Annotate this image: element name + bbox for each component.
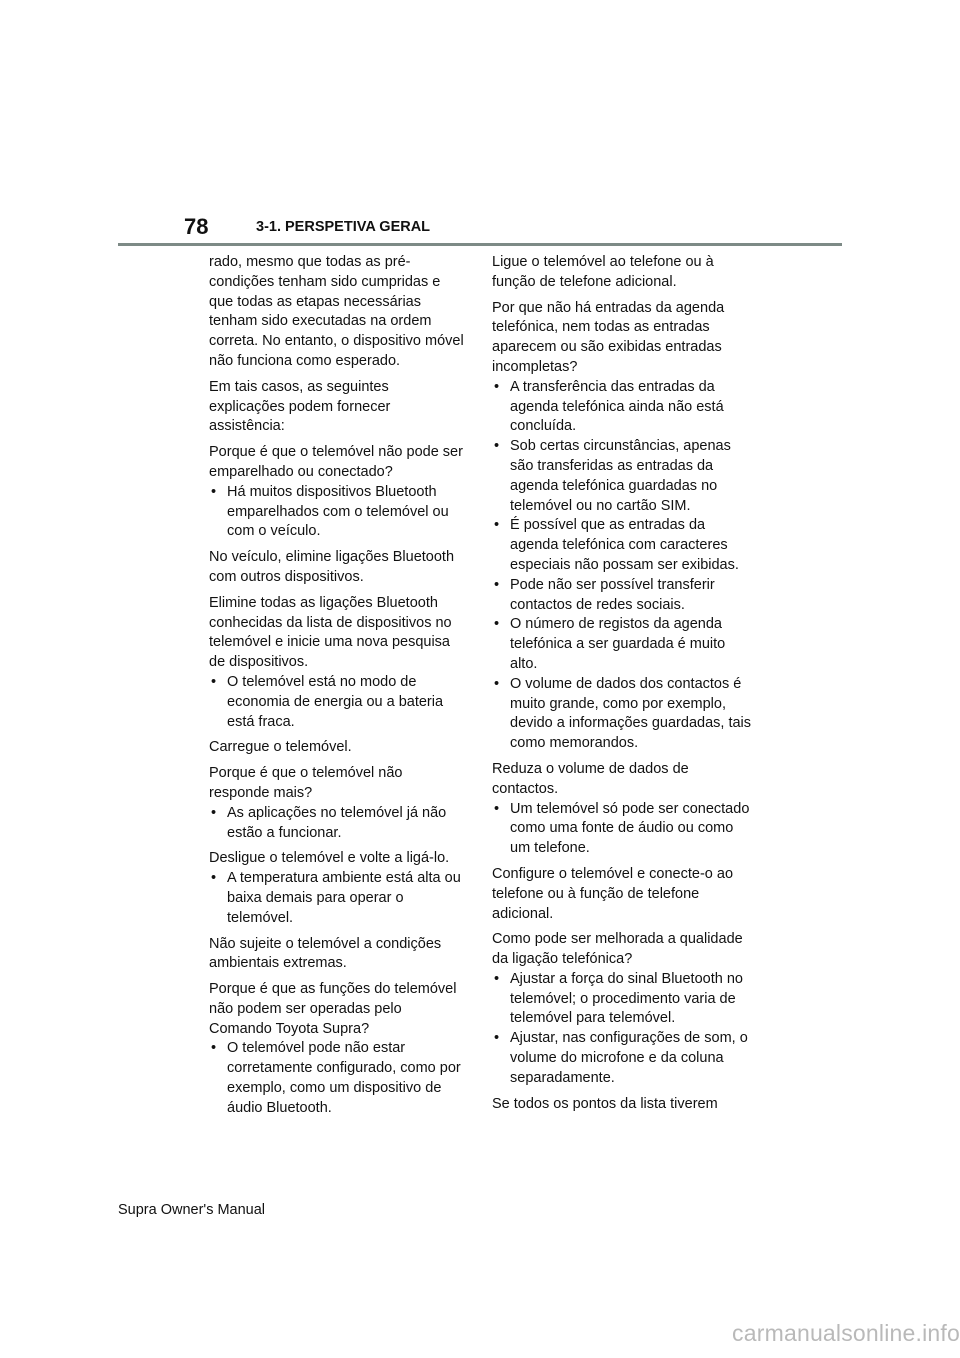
bullet-list	[209, 804, 465, 844]
question: Porque é que o telemóvel não pode ser emparelhado ou conectado?	[209, 444, 463, 480]
list-item: • O volume de dados dos contactos é muito grande, como por exemplo, devido a informações guardadas, tais como memorandos.	[492, 675, 752, 754]
list-item: • O número de registos da agenda telefónica a ser guardada é muito alto.	[492, 615, 752, 674]
section-title: 3-1. PERSPETIVA GERAL	[256, 219, 431, 235]
bullet-list	[209, 869, 465, 928]
bullet-list	[492, 970, 752, 1089]
question: Porque é que as funções do telemóvel não podem ser operadas pelo Comando Toyota Supra?	[209, 981, 457, 1037]
watermark: carmanualsonline.info	[732, 1320, 960, 1346]
paragraph: Não sujeite o telemóvel a condições ambientais extremas.	[209, 935, 442, 972]
paragraph: Configure o telemóvel e conecte-o ao telefone ou à função de telefone adicional.	[492, 865, 734, 922]
footer-manual-title: Supra Owner's Manual	[118, 1202, 266, 1218]
question: Por que não há entradas da agenda telefónica, nem todas as entradas aparecem ou são exibidas entradas incompletas?	[492, 299, 725, 375]
list-item: • A temperatura ambiente está alta ou baixa demais para operar o telemóvel.	[209, 869, 465, 928]
question: Porque é que o telemóvel não responde mais?	[209, 765, 403, 801]
header-rule	[118, 243, 842, 246]
page-number: 78	[184, 214, 209, 239]
paragraph: Reduza o volume de dados de contactos.	[492, 760, 689, 797]
list-item: • A transferência das entradas da agenda telefónica ainda não está concluída.	[492, 378, 752, 437]
paragraph: Elimine todas as ligações Bluetooth conhecidas da lista de dispositivos no telemóvel e inicie uma nova pesquisa de dispositivos.	[209, 594, 452, 671]
paragraph: No veículo, elimine ligações Bluetooth com outros dispositivos.	[209, 549, 455, 585]
list-item: • Ajustar, nas configurações de som, o volume do microfone e da coluna separadamente.	[492, 1029, 752, 1088]
question: Como pode ser melhorada a qualidade da ligação telefónica?	[492, 931, 743, 968]
paragraph: Se todos os pontos da lista tiverem	[492, 1095, 718, 1112]
paragraph: rado, mesmo que todas as pré-condições tenham sido cumpridas e que todas as etapas necessárias tenham sido executadas na ordem correta. No entanto, o dispositivo móvel não funciona como esperado.	[209, 254, 464, 369]
paragraph: Em tais casos, as seguintes explicações podem fornecer assistência:	[209, 378, 391, 435]
bullet-list	[209, 483, 465, 542]
list-item: • Um telemóvel só pode ser conectado como uma fonte de áudio ou como um telefone.	[492, 800, 752, 859]
left-column	[209, 253, 465, 1125]
list-item: • Ajustar a força do sinal Bluetooth no telemóvel; o procedimento varia de telemóvel para telemóvel.	[492, 970, 752, 1029]
paragraph: Carregue o telemóvel.	[209, 739, 352, 756]
list-item: • O telemóvel pode não estar corretamente configurado, como por exemplo, como um dispositivo de áudio Bluetooth.	[209, 1039, 465, 1118]
paragraph: Ligue o telemóvel ao telefone ou à função de telefone adicional.	[492, 254, 714, 290]
bullet-list	[209, 1039, 465, 1118]
list-item: • O telemóvel está no modo de economia de energia ou a bateria está fraca.	[209, 673, 465, 732]
list-item: • É possível que as entradas da agenda telefónica com caracteres especiais não possam ser exibidas.	[492, 516, 752, 575]
list-item: • As aplicações no telemóvel já não estão a funcionar.	[209, 804, 465, 844]
list-item: • Há muitos dispositivos Bluetooth emparelhados com o telemóvel ou com o veículo.	[209, 483, 465, 542]
bullet-list	[492, 800, 752, 859]
list-item: • Sob certas circunstâncias, apenas são transferidas as entradas da agenda telefónica guardadas no telemóvel ou no cartão SIM.	[492, 437, 752, 516]
paragraph: Desligue o telemóvel e volte a ligá-lo.	[209, 850, 450, 867]
list-item: • Pode não ser possível transferir contactos de redes sociais.	[492, 576, 752, 616]
right-column	[492, 253, 752, 1120]
bullet-list	[209, 673, 465, 732]
bullet-list	[492, 378, 752, 754]
